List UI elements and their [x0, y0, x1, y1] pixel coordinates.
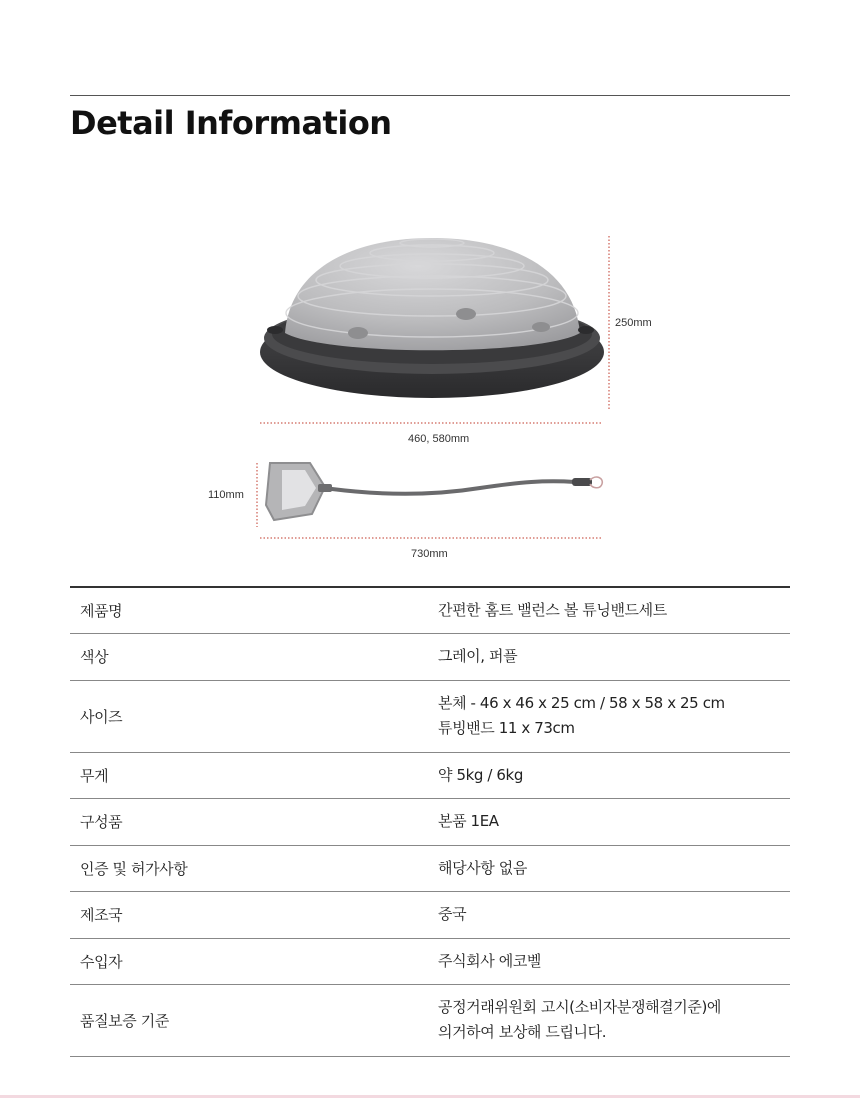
spec-row	[70, 984, 790, 1056]
spec-row	[70, 845, 790, 891]
spec-row	[70, 938, 790, 984]
spec-row	[70, 891, 790, 938]
spec-value: 약 5kg / 6kg	[438, 752, 790, 798]
spec-table	[70, 586, 790, 1057]
spec-label: 색상	[70, 633, 438, 680]
spec-label: 수입자	[70, 938, 438, 984]
spec-value: 그레이, 퍼플	[438, 633, 790, 680]
spec-value: 중국	[438, 891, 790, 938]
spec-row	[70, 587, 790, 633]
spec-value: 간편한 홈트 밸런스 볼 튜닝밴드세트	[438, 587, 790, 633]
balance-ball-image	[260, 238, 604, 398]
band-height-label: 110mm	[208, 489, 244, 501]
spec-row	[70, 752, 790, 798]
spec-row	[70, 798, 790, 845]
top-divider	[70, 95, 790, 96]
spec-value: 본품 1EA	[438, 798, 790, 845]
spec-label: 무게	[70, 752, 438, 798]
spec-label: 제조국	[70, 891, 438, 938]
spec-value: 해당사항 없음	[438, 845, 790, 891]
ball-height-label: 250mm	[615, 317, 652, 329]
spec-row	[70, 680, 790, 752]
tubing-band-image	[266, 463, 602, 520]
spec-label: 품질보증 기준	[70, 984, 438, 1056]
ball-width-label: 460, 580mm	[408, 433, 470, 445]
product-illustration	[0, 150, 860, 580]
band-length-label: 730mm	[411, 548, 448, 560]
product-dimension-figure	[0, 150, 860, 580]
spec-label: 구성품	[70, 798, 438, 845]
page-title: Detail Information	[70, 104, 392, 142]
spec-value: 본체 - 46 x 46 x 25 cm / 58 x 58 x 25 cm 튜빙밴드 11 x 73cm	[438, 680, 790, 752]
spec-row	[70, 633, 790, 680]
spec-label: 인증 및 허가사항	[70, 845, 438, 891]
spec-value: 공정거래위원회 고시(소비자분쟁해결기준)에 의거하여 보상해 드립니다.	[438, 984, 790, 1056]
spec-label: 사이즈	[70, 680, 438, 752]
spec-value: 주식회사 에코벨	[438, 938, 790, 984]
spec-label: 제품명	[70, 587, 438, 633]
